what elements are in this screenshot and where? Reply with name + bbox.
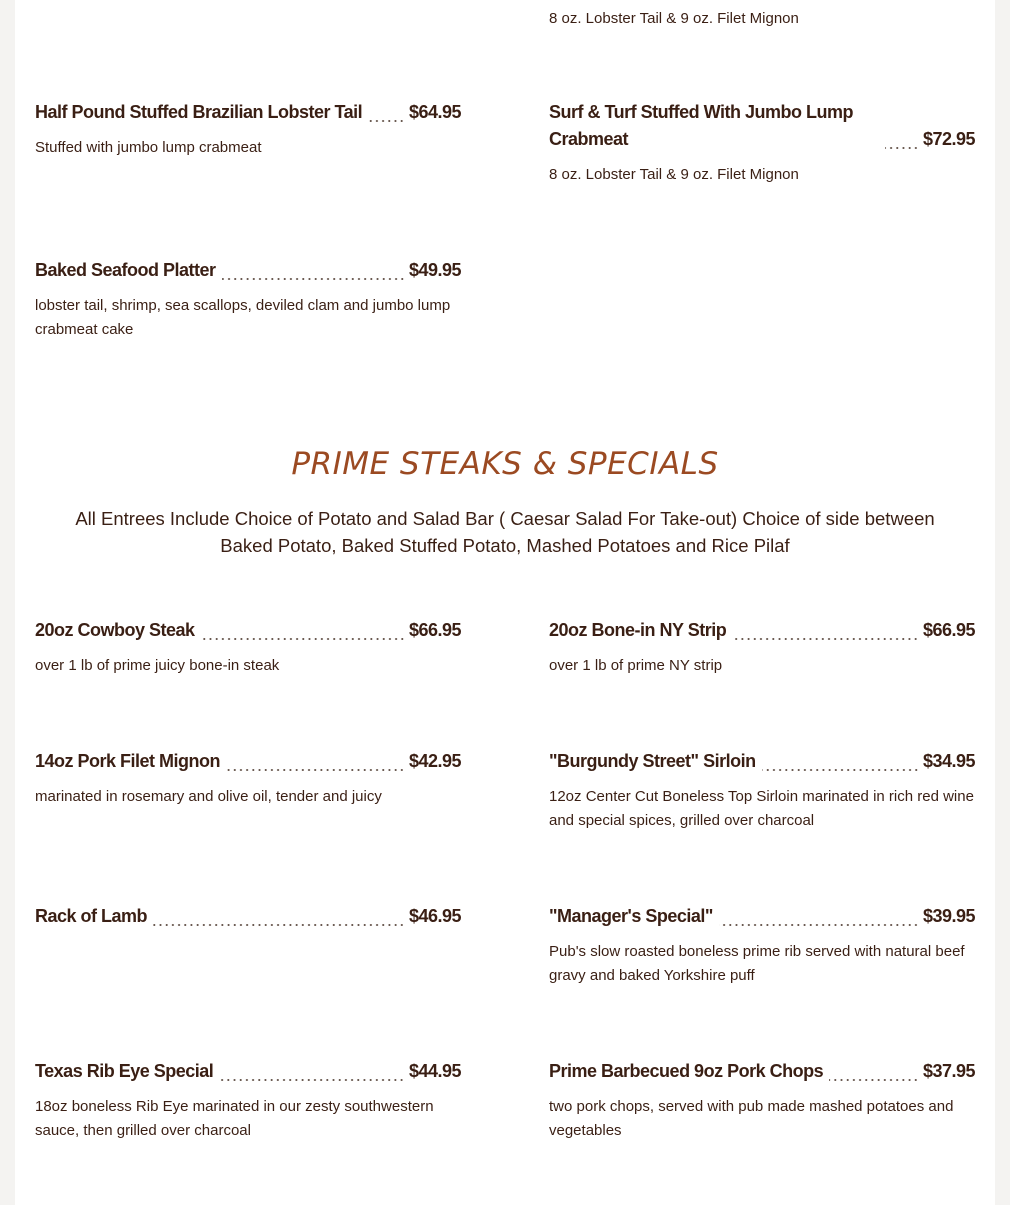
dot-leader xyxy=(219,1058,405,1085)
item-name: 20oz Bone-in NY Strip xyxy=(549,620,727,640)
menu-item-surf-and-turf xyxy=(549,99,975,187)
menu-item-bone-in-ny-strip xyxy=(549,617,975,678)
item-description: 8 oz. Lobster Tail & 9 oz. Filet Mignon xyxy=(549,166,799,183)
item-price: $49.95 xyxy=(408,260,461,280)
menu-item-barbecued-pork-chops xyxy=(549,1058,975,1143)
item-description: over 1 lb of prime NY strip xyxy=(549,657,723,674)
section-title: PRIME STEAKS & SPECIALS xyxy=(291,446,719,482)
item-name: Prime Barbecued 9oz Pork Chops xyxy=(549,1061,824,1081)
menu-item-burgundy-street-sirloin xyxy=(549,748,975,833)
dot-leader xyxy=(368,99,405,126)
item-description: two pork chops, served with pub made mashed potatoes and vegetables xyxy=(549,1098,954,1139)
dot-leader xyxy=(885,126,919,153)
item-price: $39.95 xyxy=(922,906,975,926)
item-price: $44.95 xyxy=(408,1061,461,1081)
item-price: $42.95 xyxy=(408,751,461,771)
item-name: 14oz Pork Filet Mignon xyxy=(35,751,221,771)
item-description: over 1 lb of prime juicy bone-in steak xyxy=(35,657,280,674)
dot-leader xyxy=(226,748,405,775)
item-description: lobster tail, shrimp, sea scallops, deviled clam and jumbo lump crabmeat cake xyxy=(35,297,451,338)
item-description: Pub's slow roasted boneless prime rib served with natural beef gravy and baked Yorkshire puff xyxy=(549,943,965,984)
item-price: $46.95 xyxy=(408,906,461,926)
item-description: marinated in rosemary and olive oil, tender and juicy xyxy=(35,788,382,805)
dot-leader xyxy=(201,617,405,644)
dot-leader xyxy=(829,1058,919,1085)
item-name: Rack of Lamb xyxy=(35,906,148,926)
item-price: $34.95 xyxy=(922,751,975,771)
dot-leader xyxy=(153,903,405,930)
item-name: Baked Seafood Platter xyxy=(35,260,216,280)
item-name: "Manager's Special" xyxy=(549,906,713,926)
item-price: $72.95 xyxy=(922,129,975,149)
menu-item-baked-seafood-platter xyxy=(35,257,461,342)
dot-leader xyxy=(719,903,919,930)
item-name: 20oz Cowboy Steak xyxy=(35,620,195,640)
menu-item-cowboy-steak xyxy=(35,617,461,678)
dot-leader xyxy=(732,617,919,644)
menu-item-half-pound-lobster-tail xyxy=(35,99,461,160)
item-price: $64.95 xyxy=(408,102,461,122)
item-name: "Burgundy Street" Sirloin xyxy=(549,751,756,771)
item-price: $66.95 xyxy=(922,620,975,640)
item-name: Half Pound Stuffed Brazilian Lobster Tail xyxy=(35,102,363,122)
item-price: $37.95 xyxy=(922,1061,975,1081)
menu-item-rack-of-lamb xyxy=(35,903,461,930)
menu-item-pork-filet-mignon xyxy=(35,748,461,809)
item-description: Stuffed with jumbo lump crabmeat xyxy=(35,139,262,156)
item-name: Surf & Turf Stuffed With Jumbo Lump Crabmeat xyxy=(549,102,853,149)
item-description: 8 oz. Lobster Tail & 9 oz. Filet Mignon xyxy=(549,10,799,27)
item-name: Texas Rib Eye Special xyxy=(35,1061,214,1081)
section-subtitle: All Entrees Include Choice of Potato and Salad Bar ( Caesar Salad For Take-out) Choice of side between Baked Potato, Baked Stuffed Potato, Mashed Potatoes and Rice Pilaf xyxy=(75,508,935,556)
dot-leader xyxy=(762,748,919,775)
menu-item-texas-rib-eye xyxy=(35,1058,461,1143)
dot-leader xyxy=(222,257,405,284)
item-description: 12oz Center Cut Boneless Top Sirloin marinated in rich red wine and special spices, grilled over charcoal xyxy=(549,788,974,829)
item-price: $66.95 xyxy=(408,620,461,640)
item-description: 18oz boneless Rib Eye marinated in our zesty southwestern sauce, then grilled over charcoal xyxy=(35,1098,434,1139)
menu-item-managers-special xyxy=(549,903,975,988)
